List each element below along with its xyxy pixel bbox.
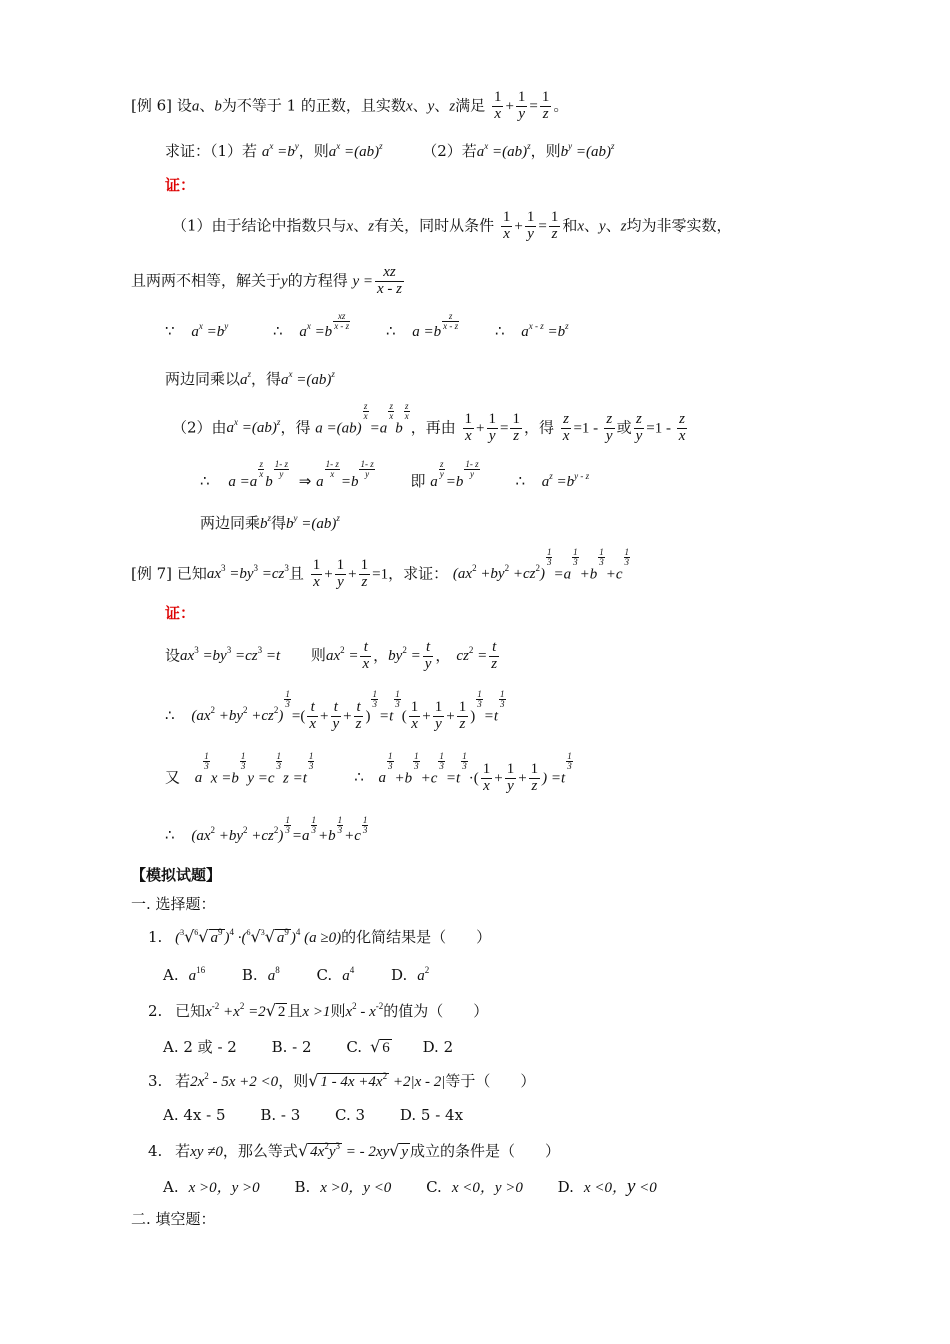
option: B. - 2 bbox=[271, 1038, 312, 1056]
therefore-symbol: ∴ bbox=[165, 826, 175, 844]
ex7-proof-label: 证： bbox=[165, 604, 196, 622]
option: C. 3 bbox=[335, 1106, 366, 1124]
fraction: $\frac{1}{y}$ bbox=[517, 89, 526, 122]
option: D. 2 bbox=[422, 1038, 454, 1056]
option: C. bbox=[346, 1038, 363, 1056]
text: 则 bbox=[330, 1002, 346, 1020]
text: （1）若 bbox=[210, 142, 258, 160]
option-label: C. bbox=[426, 1178, 442, 1196]
text: 和 bbox=[562, 216, 578, 235]
text: ，得 bbox=[523, 418, 554, 437]
question-4: 4. 若xy ≠0，那么等式√ $4x^2y^3$ = - 2xy√ y 成立的条件是（ ） bbox=[148, 1141, 561, 1160]
ex6-part2-step: ∴ a =a $\frac{z}{x}$ b $\frac{1- z}{y}$ ⇒ a $\frac{1- z}{x}$ =b $\frac{1- z}{y}$ 即 a $\frac{z}{y}$ =b $\frac{1- z}{y}$ ∴ $a^z =b^{y - z}$ bbox=[200, 459, 590, 490]
ex7-statement: [例 7] 已知$ax^3 =by^3 =cz^3$且 $\frac{1}{x}$ + $\frac{1}{y}$ + $\frac{1}{z}$ =1，求证： $(ax^2 +by^2 +cz^2)$ $\frac{1}{3}$ =a $\frac{1}{3}$ +b $\frac{1}{3}$ +c $\frac{1}{3}$ bbox=[131, 547, 629, 590]
text: 且 bbox=[287, 1002, 303, 1020]
ex7-step3: 又 a $\frac{1}{3}$ x =b $\frac{1}{3}$ y =c $\frac{1}{3}$ z =t $\frac{1}{3}$ ∴ a $\frac{1}{3}$ +b $\frac{1}{3}$ +c $\frac{1}{3}$ =t $\frac{1}{3}$ ·( $\frac{1}{x}$ + $\frac{1}{y}$ + $\frac{1}{z}$ ) =t $\frac{1}{3}$ bbox=[165, 751, 572, 794]
text: 有关，同时从条件 bbox=[374, 216, 495, 235]
text: （1）由于结论中指数只与 bbox=[172, 216, 347, 235]
ex6-label: [例 6] bbox=[131, 96, 173, 115]
text: 且 bbox=[288, 564, 304, 583]
fraction: $\frac{1}{x}$ bbox=[493, 89, 502, 122]
text: ，求证： bbox=[388, 564, 449, 583]
text: 已知 bbox=[176, 564, 207, 583]
var: z bbox=[449, 98, 456, 115]
option: D. 5 - 4x bbox=[399, 1106, 464, 1124]
text: 或 bbox=[616, 418, 632, 437]
therefore-symbol: ∴ bbox=[165, 706, 175, 725]
question-text: 成立的条件是（ ） bbox=[410, 1142, 561, 1160]
text: （2）若 bbox=[422, 142, 477, 160]
ex6-statement: [例 6] 设a、b为不等于 1 的正数，且实数x、y、z满足 $\frac{1}{x}$ + $\frac{1}{y}$ = $\frac{1}{z}$ 。 bbox=[131, 89, 569, 122]
therefore-symbol: ∴ bbox=[272, 322, 283, 340]
text: 均为非零实数， bbox=[626, 216, 732, 235]
ex6-step4: 两边同乘以$a^z$，得$a^x =(ab)^z$ bbox=[165, 369, 335, 388]
question-text: 等于（ ） bbox=[445, 1072, 536, 1090]
text: ，则 bbox=[278, 1072, 309, 1090]
ex7-step1: 设$ax^3 =by^3 =cz^3 =t$ 则$ax^2$ = $\frac{t}{x}$ ，$by^2$ = $\frac{t}{y}$ ， $cz^2$ = $\frac{t}{z}$ bbox=[165, 639, 498, 672]
question-4-options: A. x >0，y >0 B. x >0，y <0 C. x <0，y >0 D. x <0，y <0 bbox=[163, 1176, 657, 1197]
because-symbol: ∵ bbox=[165, 322, 175, 340]
option-label: B. bbox=[294, 1178, 311, 1196]
ex6-prove: 求证：（1）若 $a^x =b^y$，则$a^x =(ab)^z$ （2）若$a^x =(ab)^z$，则$b^y =(ab)^z$ bbox=[165, 141, 615, 160]
var: a bbox=[191, 98, 200, 115]
text: 。 bbox=[553, 96, 569, 115]
question-number: 1. bbox=[148, 928, 163, 946]
therefore-symbol: ∴ bbox=[354, 768, 364, 787]
text: 两边同乘 bbox=[200, 514, 261, 532]
question-2-options: A. 2 或 - 2 B. - 2 C. √ 6 D. 2 bbox=[163, 1037, 454, 1056]
text: ，则 bbox=[298, 142, 329, 160]
text: （2）由 bbox=[172, 418, 227, 437]
text: 、 bbox=[412, 96, 428, 115]
ex6-step1: （1）由于结论中指数只与x、z有关，同时从条件 $\frac{1}{x}$ + $\frac{1}{y}$ = $\frac{1}{z}$ 和x、y、z均为非零实数， bbox=[172, 209, 732, 242]
var: x bbox=[405, 98, 413, 115]
question-text: 的值为（ ） bbox=[383, 1002, 489, 1020]
var: b bbox=[214, 98, 222, 115]
question-number: 2. bbox=[148, 1002, 163, 1020]
ex6-step3: ∵ $a^x =b^y$ ∴ $a^x =b$ $\frac{xz}{x - z}$ ∴ a =b $\frac{z}{x - z}$ ∴ $a^{x - z} =b^z$ bbox=[165, 311, 569, 340]
question-3-options bbox=[163, 1106, 463, 1124]
text: ，则 bbox=[530, 142, 561, 160]
option: A. 2 或 - 2 bbox=[163, 1038, 237, 1056]
section-title: 【模拟试题】 bbox=[131, 866, 222, 884]
section-fill: 二. 填空题： bbox=[131, 1210, 216, 1228]
ex6-step2: 且两两不相等，解关于y的方程得 y = $\frac{xz}{x - z}$ bbox=[131, 264, 403, 297]
option-label: B. bbox=[241, 966, 258, 984]
fraction: $\frac{1}{z}$ bbox=[541, 89, 550, 122]
question-text: 的化简结果是（ ） bbox=[341, 928, 492, 946]
section-choice: 一. 选择题： bbox=[131, 895, 216, 913]
option: A. 4x - 5 bbox=[163, 1106, 226, 1124]
text: 、 bbox=[434, 96, 450, 115]
question-number: 4. bbox=[148, 1142, 163, 1160]
ex7-conclusion: ∴ $(ax^2 +by^2 +cz^2)$ $\frac{1}{3}$ =a $\frac{1}{3}$ +b $\frac{1}{3}$ +c $\frac{1}{3}$ bbox=[165, 815, 368, 844]
text: ，得 bbox=[280, 418, 311, 437]
text: 已知 bbox=[175, 1002, 206, 1020]
therefore-symbol: ∴ bbox=[494, 322, 505, 340]
ex6-part2-end: 两边同乘$b^z$得$b^y =(ab)^z$ bbox=[200, 513, 340, 532]
text: 若 bbox=[175, 1072, 191, 1090]
therefore-symbol: ∴ bbox=[515, 472, 525, 490]
therefore-symbol: ∴ bbox=[385, 322, 396, 340]
text: 即 bbox=[410, 472, 426, 490]
option-label: D. bbox=[557, 1178, 574, 1196]
text: 得 bbox=[271, 514, 287, 532]
option-label: A. bbox=[163, 1178, 179, 1196]
text: 若 bbox=[175, 1142, 191, 1160]
prove-label: 求证： bbox=[165, 142, 211, 160]
text: 设 bbox=[176, 96, 192, 115]
text: 满足 bbox=[455, 96, 486, 115]
question-2: 2. 已知$x^{-2} +x^2 =2√$ 2 且x >1则$x^2 - x^{-2}$的值为（ ） bbox=[148, 1001, 489, 1020]
text: 为不等于 1 的正数，且实数 bbox=[221, 96, 406, 115]
text: 设 bbox=[165, 646, 181, 665]
question-number: 3. bbox=[148, 1072, 163, 1090]
question-1: 1. ($^3$√$^6$√ $a^9$ )$^4$ ·($^6$√$^3$√ $a^9$ )$^4$ (a ≥0)的化简结果是（ ） bbox=[148, 927, 492, 946]
text: 又 bbox=[165, 768, 181, 787]
ex6-part2: （2）由$a^x =(ab)^z$，得 a =(ab) $\frac{z}{x}$ =a $\frac{z}{x}$ b $\frac{z}{x}$ ，再由 $\frac{1}{x}$ + $\frac{1}{y}$ = $\frac{1}{z}$ ，得 $\frac{z}{x}$ =1 - $\frac{z}{y}$ 或 $\frac{z}{y}$ =1 - $\frac{z}{x}$ bbox=[172, 401, 686, 444]
question-1-options: A. $a^{16}$ B. $a^8$ C. $a^4$ D. $a^2$ bbox=[163, 965, 430, 984]
text: 的方程得 bbox=[287, 271, 348, 290]
question-3: 3. 若$2x^2 - 5x +2 <0$，则√ $1 - 4x +4x^2 +2|x - 2|$等于（ ） bbox=[148, 1071, 536, 1090]
therefore-symbol: ∴ bbox=[200, 472, 210, 490]
text: 、 bbox=[199, 96, 215, 115]
text: ，那么等式 bbox=[222, 1142, 298, 1160]
option: B. - 3 bbox=[260, 1106, 301, 1124]
text: 则 bbox=[310, 646, 326, 665]
option-label: C. bbox=[316, 966, 333, 984]
ex6-proof-label: 证： bbox=[165, 176, 196, 194]
option-label: A. bbox=[163, 966, 179, 984]
ex7-step2: ∴ $(ax^2 +by^2 +cz^2)$ $\frac{1}{3}$ =( $\frac{t}{x}$ + $\frac{t}{y}$ + $\frac{t}{z}$ ) $\frac{1}{3}$ =t $\frac{1}{3}$ ( $\frac{1}{x}$ + $\frac{1}{y}$ + $\frac{1}{z}$ ) $\frac{1}{3}$ =t $\frac{1}{3}$ bbox=[165, 689, 505, 732]
text: 两边同乘以 bbox=[165, 370, 241, 388]
text: ，得 bbox=[251, 370, 282, 388]
text: 且两两不相等，解关于 bbox=[131, 271, 282, 290]
ex7-label: [例 7] bbox=[131, 564, 173, 583]
option-label: D. bbox=[390, 966, 408, 984]
var: y bbox=[427, 98, 435, 115]
text: ，再由 bbox=[410, 418, 456, 437]
